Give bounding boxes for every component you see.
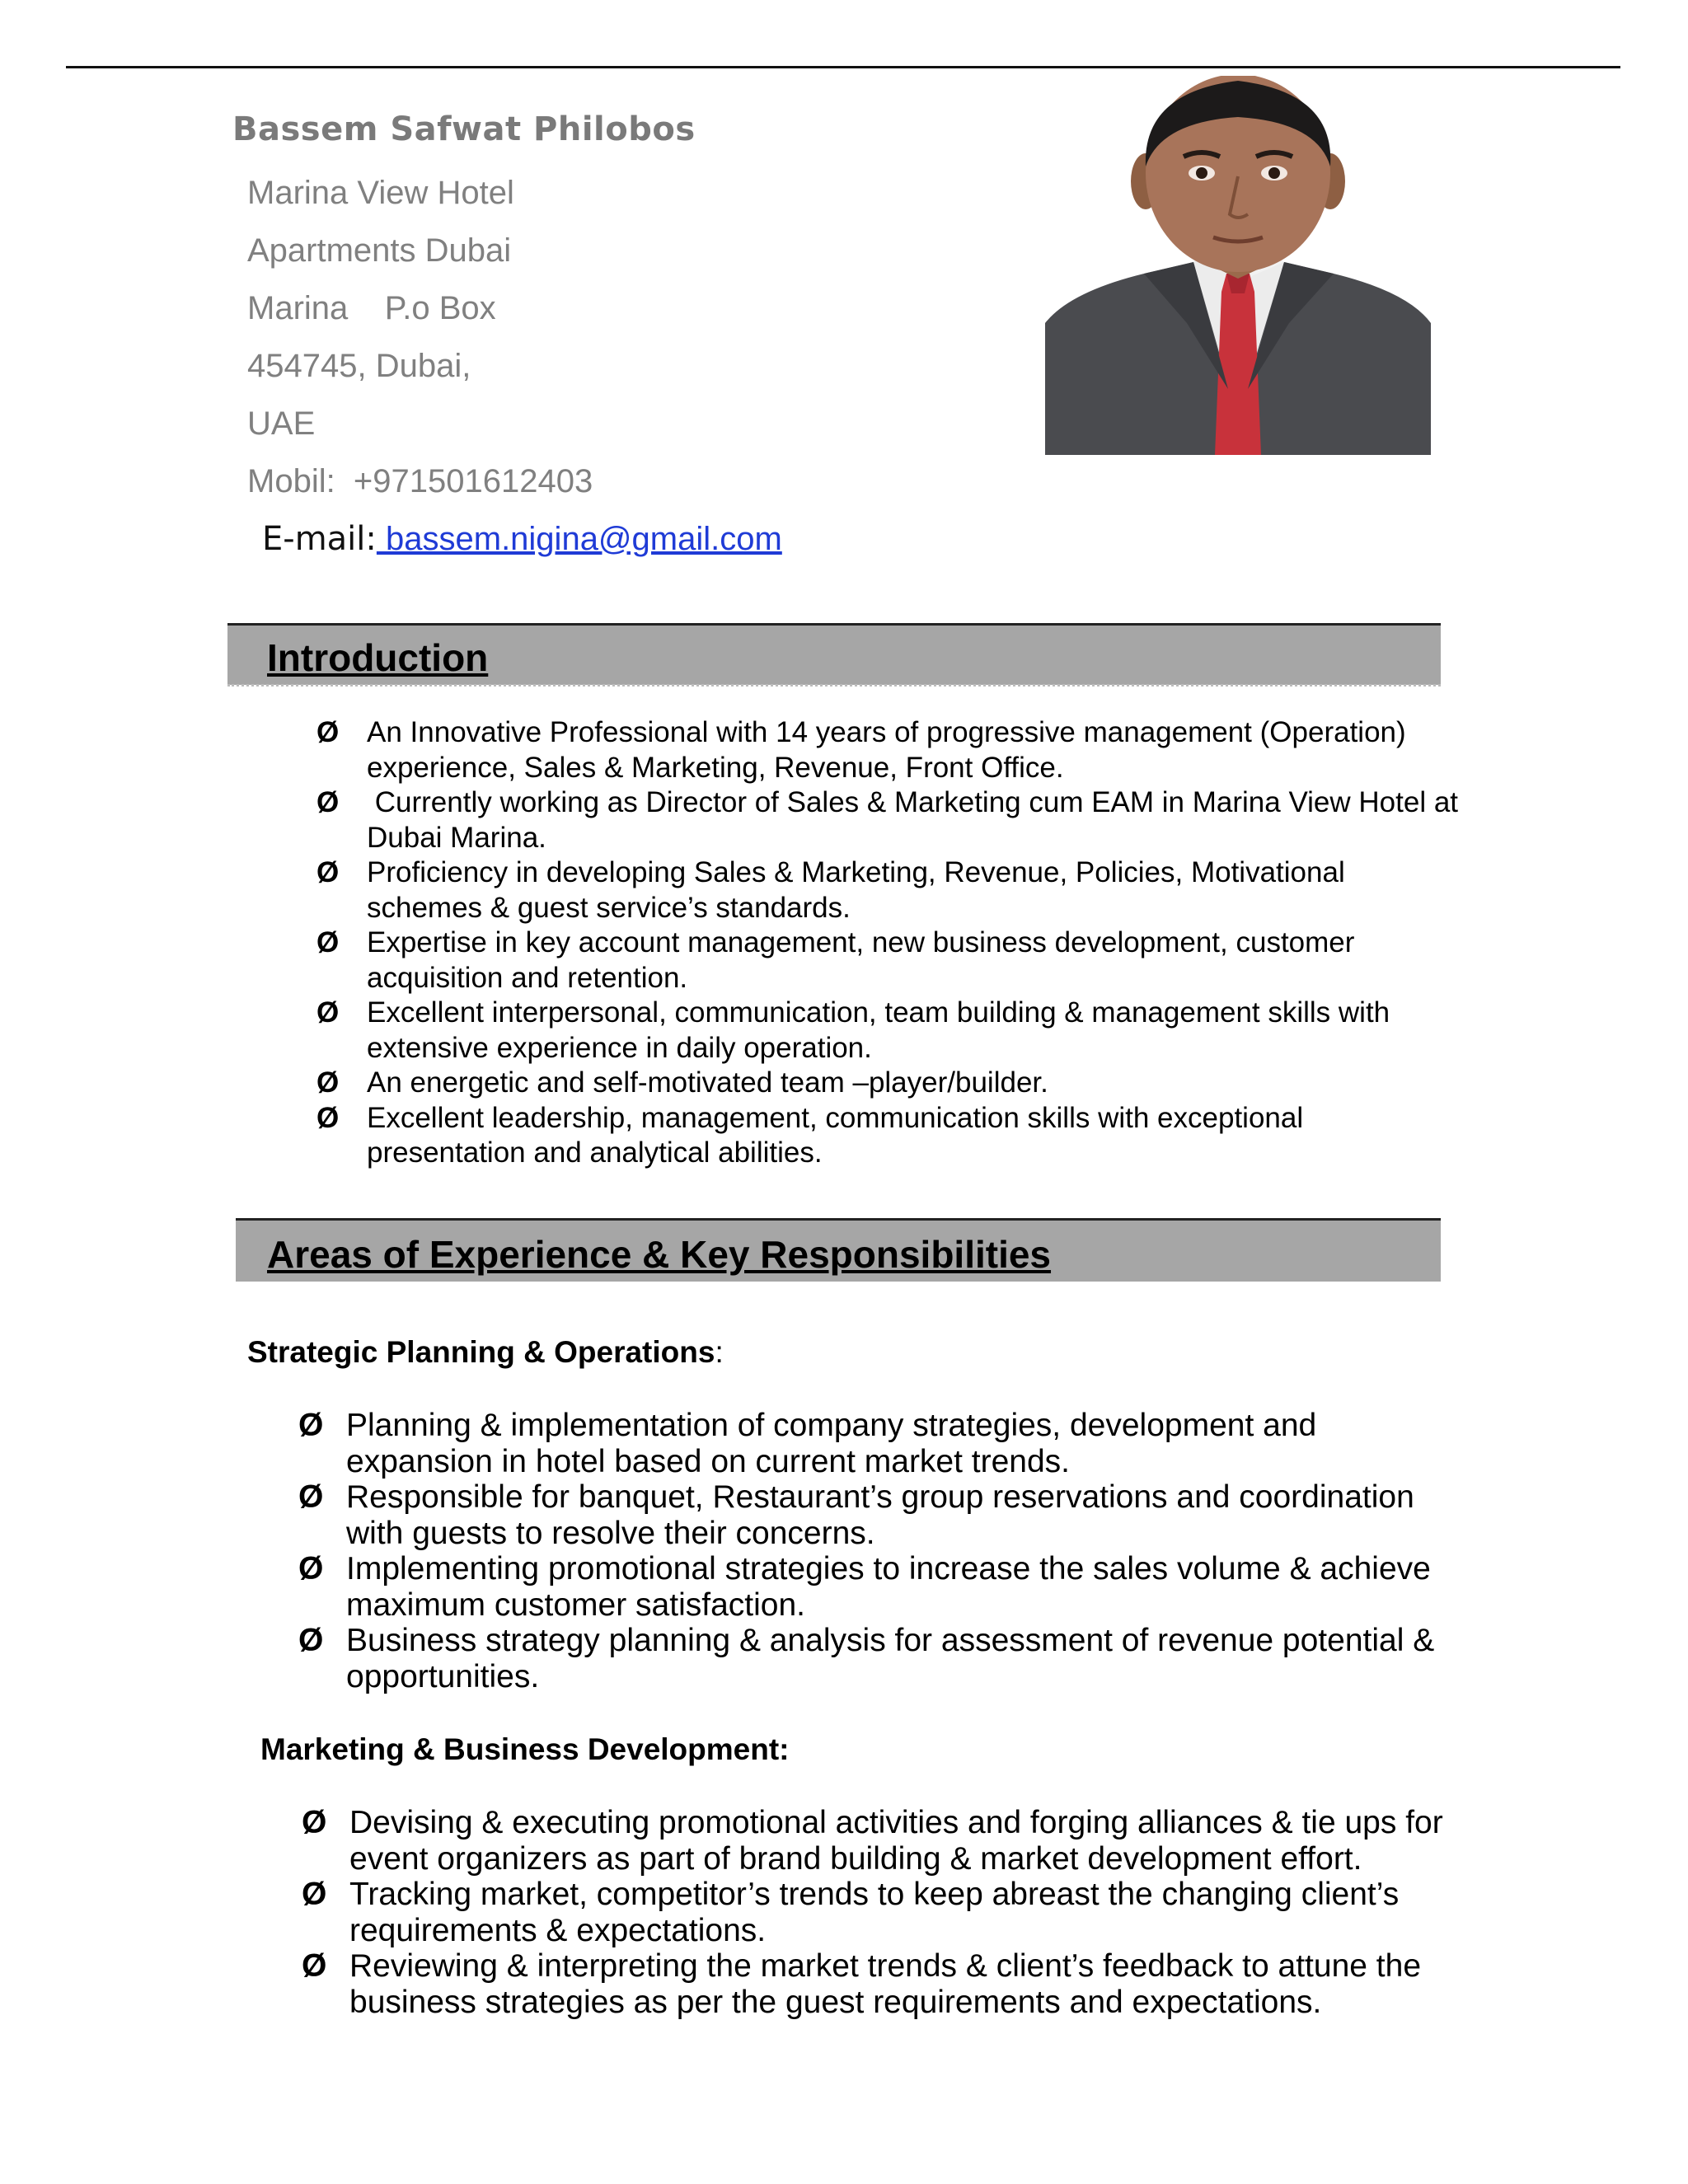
subsection-heading: Strategic Planning & Operations: [247,1335,724,1369]
bullet-icon: Ø [316,1101,340,1134]
address-line: Marina P.o Box [247,290,496,326]
section-experience [236,1218,1441,1282]
section-introduction [227,623,1441,685]
bullet-icon: Ø [316,716,340,748]
strategic-list [298,1408,1469,1694]
list-item: Ø Currently working as Director of Sales & Marketing cum EAM in Marina View Hotel at Dubai Marina. [316,786,1466,854]
bullet-icon: Ø [298,1408,324,1443]
candidate-name: Bassem Safwat Philobos [232,110,696,148]
mobile-number: Mobil: +971501612403 [247,463,593,499]
list-item: Ø Tracking market, competitor’s trends to keep abreast the changing client’s requirements & expectations. [302,1877,1400,1948]
bullet-icon: Ø [316,1066,340,1099]
bullet-icon: Ø [316,996,340,1029]
list-item: Ø Reviewing & interpreting the market trends & client’s feedback to attune the business strategies as per the guest requirements and expectations. [302,1948,1422,2020]
introduction-list [313,715,1467,1171]
bullet-icon: Ø [316,786,340,818]
list-item: Ø Planning & implementation of company strategies, development and expansion in hotel based on current market trends. [298,1408,1317,1479]
list-item: Ø Responsible for banquet, Restaurant’s group reservations and coordination with guests to resolve their concerns. [298,1479,1414,1551]
bullet-icon: Ø [316,856,340,888]
list-item: Ø Implementing promotional strategies to increase the sales volume & achieve maximum customer satisfaction. [298,1551,1431,1623]
subsection-heading: Marketing & Business Development: [260,1732,790,1766]
email-link[interactable]: bassem.nigina@gmail.com [376,521,782,557]
address-line: UAE [247,405,316,442]
marketing-list [302,1805,1472,2020]
bullet-icon: Ø [302,1877,327,1912]
list-item: Ø Excellent leadership, management, communication skills with exceptional presentation and analytical abilities. [316,1101,1304,1169]
bullet-icon: Ø [302,1948,327,1984]
list-item: Ø An Innovative Professional with 14 years of progressive management (Operation) experience, Sales & Marketing, Revenue, Front Office. [316,716,1406,784]
list-item: Ø Proficiency in developing Sales & Marketing, Revenue, Policies, Motivational schemes & guest service’s standards. [316,856,1345,924]
address-line: Marina View Hotel [247,175,514,211]
list-item: Ø Business strategy planning & analysis for assessment of revenue potential & opportunities. [298,1623,1435,1694]
email-row [262,520,782,558]
bullet-icon: Ø [298,1551,324,1586]
bullet-icon: Ø [302,1805,327,1840]
list-item: Ø Devising & executing promotional activities and forging alliances & tie ups for event organizers as part of brand building & market development effort. [302,1805,1443,1877]
list-item: Ø Expertise in key account management, new business development, customer acquisition and retention. [316,926,1355,994]
section-title: Areas of Experience & Key Responsibilities [267,1233,1052,1276]
bullet-icon: Ø [298,1479,324,1515]
email-label: E-mail: [262,520,377,558]
address-line: 454745, Dubai, [247,348,471,384]
top-rule [66,66,1620,68]
profile-photo [1045,76,1431,455]
section-divider [227,684,1441,687]
list-item: Ø An energetic and self-motivated team –player/builder. [313,1066,1467,1101]
address-line: Apartments Dubai [247,232,512,269]
bullet-icon: Ø [298,1623,324,1658]
section-title: Introduction [267,636,489,679]
list-item: Ø Excellent interpersonal, communication, team building & management skills with extensive experience in daily operation. [316,996,1390,1064]
bullet-icon: Ø [316,926,340,958]
